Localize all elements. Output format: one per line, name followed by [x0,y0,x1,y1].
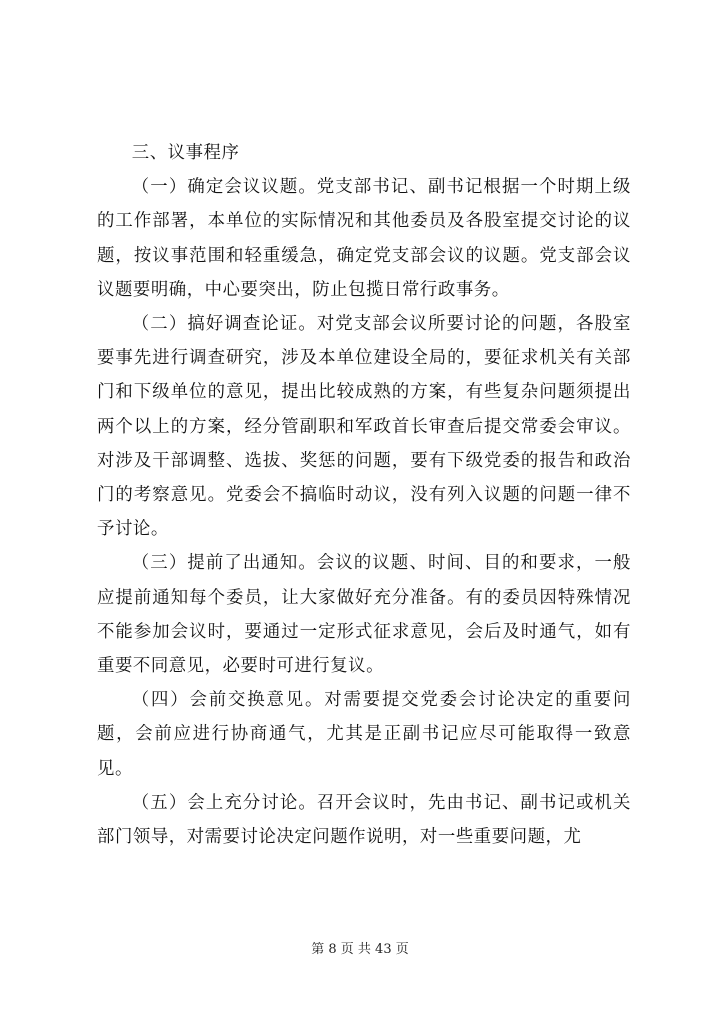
paragraph-3: （三）提前了出通知。会议的议题、时间、目的和要求，一般应提前通知每个委员，让大家做好充分准备。有的委员因特殊情况不能参加会议时，要通过一定形式征求意见，会后及时通气，如有重要不同意见，必要时可进行复议。 [97,553,631,677]
page-number-footer: 第 8 页 共 43 页 [311,942,409,957]
paragraph-5: （五）会上充分讨论。召开会议时，先由书记、副书记或机关部门领导，对需要讨论决定问题作说明，对一些重要问题，尤 [97,792,631,848]
paragraph-1: （一）确定会议议题。党支部书记、副书记根据一个时期上级的工作部署，本单位的实际情况和其他委员及各股室提交讨论的议题，按议事范围和轻重缓急，确定党支部会议的议题。党支部会议议题要明确，中心要突出，防止包揽日常行政事务。 [97,177,631,300]
paragraph-4: （四）会前交换意见。对需要提交党委会讨论决定的重要问题，会前应进行协商通气，尤其是正副书记应尽可能取得一致意见。 [97,690,631,779]
paragraph-2: （二）搞好调查论证。对党支部会议所要讨论的问题，各股室要事先进行调查研究，涉及本单位建设全局的，要征求机关有关部门和下级单位的意见，提出比较成熟的方案，有些复杂问题须提出两个以上的方案，经分管副职和军政首长审查后提交常委会审议。对涉及干部调整、选拔、奖惩的问题，要有下级党委的报告和政治门的考察意见。党委会不搞临时动议，没有列入议题的问题一律不予讨论。 [97,314,631,540]
section-heading: 三、议事程序 [131,143,240,163]
document-body [97,136,631,854]
